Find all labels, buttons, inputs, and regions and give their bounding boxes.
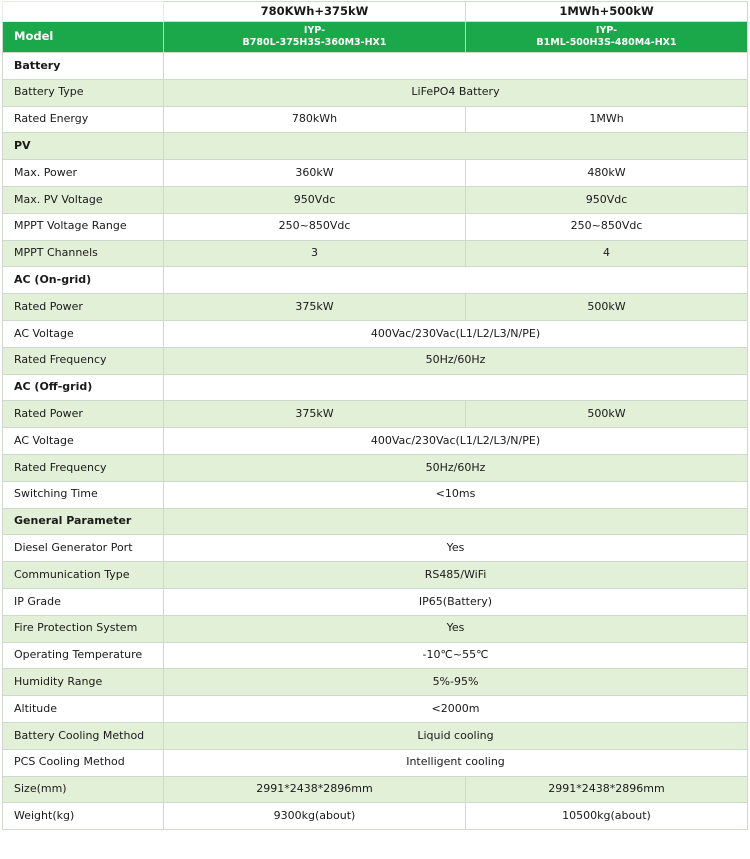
table-row	[3, 160, 748, 187]
table-row	[3, 803, 748, 830]
section-filler	[164, 267, 748, 294]
section-filler	[164, 133, 748, 160]
section-heading: General Parameter	[3, 508, 164, 535]
model-cell-2	[466, 22, 748, 53]
section-row	[3, 374, 748, 401]
table-row	[3, 615, 748, 642]
table-row	[3, 240, 748, 267]
column-title-2: 1MWh+500kW	[466, 2, 748, 22]
section-row	[3, 53, 748, 80]
row-label: Rated Power	[3, 294, 164, 321]
value-col-1: 375kW	[164, 401, 466, 428]
row-label: IP Grade	[3, 588, 164, 615]
row-label: Humidity Range	[3, 669, 164, 696]
row-label: Diesel Generator Port	[3, 535, 164, 562]
shared-value: <2000m	[164, 696, 748, 723]
table-row	[3, 588, 748, 615]
shared-value: Yes	[164, 535, 748, 562]
table-row	[3, 401, 748, 428]
value-col-2: 500kW	[466, 401, 748, 428]
table-row	[3, 481, 748, 508]
spec-table-body	[3, 2, 748, 830]
table-row	[3, 320, 748, 347]
model-1-line-2: B780L-375H3S-360M3-HX1	[242, 37, 387, 48]
value-col-2: 500kW	[466, 294, 748, 321]
section-row	[3, 267, 748, 294]
shared-value: 50Hz/60Hz	[164, 454, 748, 481]
row-label: Max. PV Voltage	[3, 186, 164, 213]
row-label: Communication Type	[3, 562, 164, 589]
section-filler	[164, 374, 748, 401]
row-label: Battery Cooling Method	[3, 722, 164, 749]
row-label: AC Voltage	[3, 428, 164, 455]
model-1-line-1: IYP-	[303, 24, 326, 36]
row-label: Rated Frequency	[3, 454, 164, 481]
table-row	[3, 696, 748, 723]
model-cell-1	[164, 22, 466, 53]
shared-value: -10℃~55℃	[164, 642, 748, 669]
value-col-2: 1MWh	[466, 106, 748, 133]
row-label: Altitude	[3, 696, 164, 723]
shared-value: 400Vac/230Vac(L1/L2/L3/N/PE)	[164, 320, 748, 347]
row-label: AC Voltage	[3, 320, 164, 347]
shared-value: <10ms	[164, 481, 748, 508]
table-row	[3, 106, 748, 133]
model-2-line-2: B1ML-500H3S-480M4-HX1	[536, 37, 677, 48]
model-label: Model	[3, 22, 164, 53]
row-label: Fire Protection System	[3, 615, 164, 642]
value-col-2: 950Vdc	[466, 186, 748, 213]
section-heading: AC (Off-grid)	[3, 374, 164, 401]
row-label: Size(mm)	[3, 776, 164, 803]
table-row	[3, 213, 748, 240]
shared-value: 400Vac/230Vac(L1/L2/L3/N/PE)	[164, 428, 748, 455]
column-title-1: 780KWh+375kW	[164, 2, 466, 22]
row-label: Operating Temperature	[3, 642, 164, 669]
value-col-1: 2991*2438*2896mm	[164, 776, 466, 803]
shared-value: Intelligent cooling	[164, 749, 748, 776]
model-2-line-1: IYP-	[595, 24, 618, 36]
table-row	[3, 186, 748, 213]
row-label: MPPT Voltage Range	[3, 213, 164, 240]
value-col-1: 375kW	[164, 294, 466, 321]
shared-value: Yes	[164, 615, 748, 642]
spec-table	[2, 1, 748, 830]
value-col-1: 250~850Vdc	[164, 213, 466, 240]
table-row	[3, 669, 748, 696]
section-heading: AC (On-grid)	[3, 267, 164, 294]
value-col-1: 360kW	[164, 160, 466, 187]
section-heading: Battery	[3, 53, 164, 80]
section-row	[3, 508, 748, 535]
value-col-2: 2991*2438*2896mm	[466, 776, 748, 803]
table-row	[3, 294, 748, 321]
corner-cell	[3, 2, 164, 22]
row-label: MPPT Channels	[3, 240, 164, 267]
section-filler	[164, 508, 748, 535]
shared-value: Liquid cooling	[164, 722, 748, 749]
value-col-2: 4	[466, 240, 748, 267]
table-row	[3, 776, 748, 803]
table-row	[3, 642, 748, 669]
value-col-1: 9300kg(about)	[164, 803, 466, 830]
row-label: Switching Time	[3, 481, 164, 508]
value-col-1: 3	[164, 240, 466, 267]
shared-value: 5%-95%	[164, 669, 748, 696]
value-col-1: 950Vdc	[164, 186, 466, 213]
section-filler	[164, 53, 748, 80]
value-col-2: 10500kg(about)	[466, 803, 748, 830]
shared-value: IP65(Battery)	[164, 588, 748, 615]
value-col-2: 250~850Vdc	[466, 213, 748, 240]
section-heading: PV	[3, 133, 164, 160]
table-row	[3, 535, 748, 562]
row-label: Max. Power	[3, 160, 164, 187]
row-label: PCS Cooling Method	[3, 749, 164, 776]
row-label: Rated Energy	[3, 106, 164, 133]
section-row	[3, 133, 748, 160]
row-label: Rated Frequency	[3, 347, 164, 374]
table-row	[3, 562, 748, 589]
table-row	[3, 79, 748, 106]
table-row	[3, 428, 748, 455]
value-col-1: 780kWh	[164, 106, 466, 133]
column-title-row	[3, 2, 748, 22]
table-row	[3, 454, 748, 481]
model-row	[3, 22, 748, 53]
table-row	[3, 347, 748, 374]
shared-value: RS485/WiFi	[164, 562, 748, 589]
table-row	[3, 749, 748, 776]
row-label: Battery Type	[3, 79, 164, 106]
shared-value: LiFePO4 Battery	[164, 79, 748, 106]
table-row	[3, 722, 748, 749]
value-col-2: 480kW	[466, 160, 748, 187]
row-label: Weight(kg)	[3, 803, 164, 830]
shared-value: 50Hz/60Hz	[164, 347, 748, 374]
row-label: Rated Power	[3, 401, 164, 428]
